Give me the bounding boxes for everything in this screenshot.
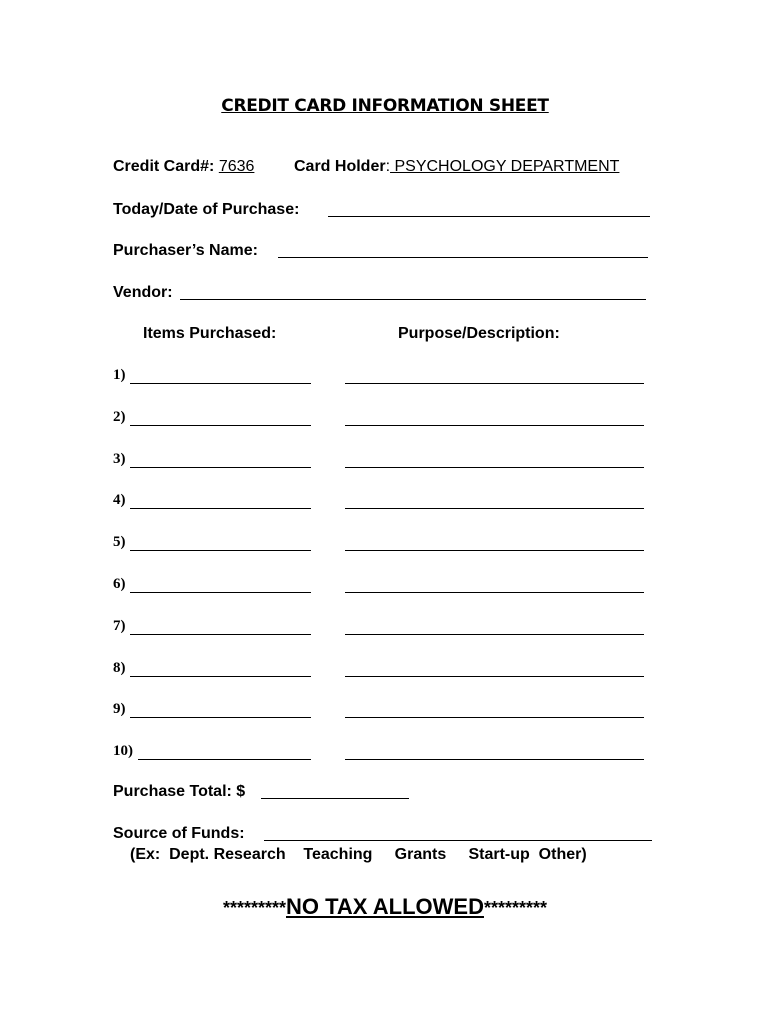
item-purchased-field[interactable]: [130, 550, 311, 551]
funds-examples: (Ex: Dept. Research Teaching Grants Start-up Other): [130, 846, 587, 863]
date-field[interactable]: [328, 216, 650, 217]
purpose-description-field[interactable]: [345, 508, 644, 509]
card-holder-value[interactable]: PSYCHOLOGY DEPARTMENT: [390, 158, 620, 175]
item-purchased-field[interactable]: [130, 508, 311, 509]
item-row-number: 8): [113, 659, 126, 676]
purchaser-row: [113, 242, 258, 260]
source-of-funds-row: [113, 825, 245, 843]
purchase-total-field[interactable]: [261, 798, 409, 799]
item-row-number: 1): [113, 367, 126, 383]
page-title: CREDIT CARD INFORMATION SHEET: [221, 96, 549, 116]
purchaser-name-label: Purchaser’s Name:: [113, 242, 258, 259]
vendor-row: [113, 284, 173, 302]
card-holder-label: Card Holder: [294, 158, 386, 175]
card-holder-colon: :: [385, 158, 391, 175]
purpose-description-field[interactable]: [345, 676, 644, 677]
notice-stars-right: *********: [483, 898, 548, 918]
notice-stars-left: *********: [222, 898, 286, 918]
item-purchased-field[interactable]: [130, 717, 311, 718]
item-row-number: 6): [113, 576, 126, 592]
purpose-description-field[interactable]: [345, 425, 644, 426]
purpose-description-header: Purpose/Description:: [398, 325, 560, 342]
purpose-description-field[interactable]: [345, 592, 644, 593]
purpose-description-field[interactable]: [345, 759, 644, 760]
item-purchased-field[interactable]: [130, 383, 311, 384]
purchase-total-label: Purchase Total: $: [113, 783, 246, 800]
item-row-number: 3): [113, 450, 126, 467]
source-of-funds-label: Source of Funds:: [113, 825, 245, 842]
items-purchased-header: Items Purchased:: [143, 325, 277, 342]
no-tax-notice: [0, 894, 770, 920]
item-purchased-field[interactable]: [130, 467, 311, 468]
date-label: Today/Date of Purchase:: [113, 201, 300, 218]
purpose-description-field[interactable]: [345, 717, 644, 718]
date-row: [113, 201, 299, 219]
credit-card-label: Credit Card#:: [113, 158, 215, 175]
item-purchased-field[interactable]: [130, 592, 311, 593]
item-row-number: 9): [113, 701, 126, 718]
credit-card-row: [113, 158, 254, 176]
item-row-number: 7): [113, 617, 126, 634]
source-of-funds-field[interactable]: [264, 840, 652, 841]
credit-card-value[interactable]: 7636: [218, 158, 255, 175]
purchaser-name-field[interactable]: [278, 257, 648, 258]
card-holder-row: [294, 158, 619, 176]
vendor-field[interactable]: [180, 299, 646, 300]
purpose-description-field[interactable]: [345, 383, 644, 384]
purpose-description-field[interactable]: [345, 467, 644, 468]
item-row-number: 4): [113, 492, 126, 509]
item-purchased-field[interactable]: [130, 676, 311, 677]
purchase-total-row: [113, 783, 245, 801]
item-row-number: 10): [113, 743, 133, 760]
item-purchased-field[interactable]: [130, 634, 311, 635]
purpose-description-field[interactable]: [345, 634, 644, 635]
item-row-number: 5): [113, 534, 126, 551]
vendor-label: Vendor:: [113, 284, 173, 301]
purpose-description-field[interactable]: [345, 550, 644, 551]
item-row-number: 2): [113, 408, 126, 425]
notice-text: NO TAX ALLOWED: [286, 894, 484, 919]
item-purchased-field[interactable]: [138, 759, 311, 760]
item-purchased-field[interactable]: [130, 425, 311, 426]
